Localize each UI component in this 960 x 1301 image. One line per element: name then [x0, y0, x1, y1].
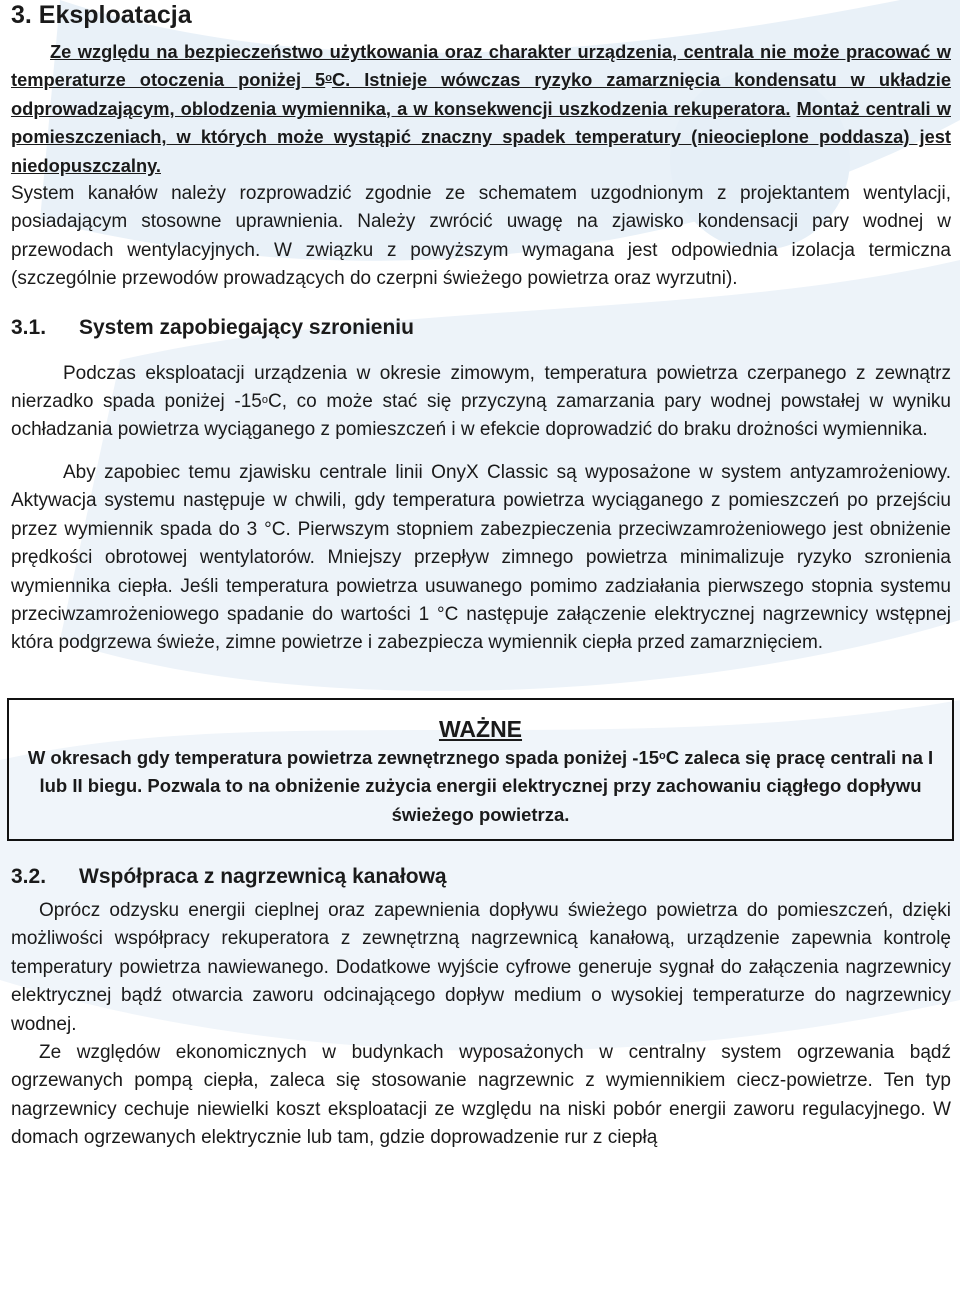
warning-text-part-c: Montaż centrali w pomieszczeniach, w których może wystąpić znaczny spadek temperatury (nieocieplone poddasza) jest niedopuszczalny. [11, 97, 951, 176]
section-3-warning-paragraph [11, 38, 951, 180]
section-3-2-heading [11, 863, 951, 891]
notice-text-part-b: C zaleca się pracę centrali na I lub II biegu. Pozwala to na obniżenie zużycia energii elektrycznej przy zachowaniu ciągłego dopływu świeżego powietrza. [39, 746, 934, 825]
frost-text-part-b: C, co może stać się przyczyną zamarzania pary wodnej powstałej w wyniku ochładzania powietrza wyciąganego z pomieszczeń i w efekcie doprowadzić do braku drożności wymiennika. [11, 391, 951, 441]
warning-text-part-b: C. Istnieje wówczas ryzyko zamarznięcia kondensatu w układzie odprowadzającym, oblodzenia wymiennika, a w konsekwencji uszkodzenia rekuperatora. [11, 69, 952, 119]
section-3-2-number: 3.2. [11, 864, 47, 888]
frost-text-part-a: Podczas eksploatacji urządzenia w okresie zimowym, temperatura powietrza czerpanego z zewnątrz nierzadko spada poniżej -15 [11, 362, 951, 413]
section-3-2-title: Współpraca z nagrzewnicą kanałową [79, 864, 447, 888]
section-3-duct-paragraph: System kanałów należy rozprowadzić zgodnie ze schematem uzgodnionym z projektantem wentylacji, posiadającym stosowne uprawnienia. Należy zwrócić uwagę na zjawisko kondensacji pary wodnej w przewodach wentylacyjnych. W związku z powyższym wymagana jest odpowiednia izolacja termiczna (szczególnie przewodów prowadzących do czerpni świeżego powietrza oraz wyrzutni). [11, 183, 951, 290]
notice-text-part-a: W okresach gdy temperatura powietrza zewnętrznego spada poniżej -15 [27, 746, 660, 768]
section-3-2-paragraph-2: Ze względów ekonomicznych w budynkach wyposażonych w centralny system ogrzewania bądź ogrzewanych pompą ciepła, zaleca się stosowanie nagrzewnic z wymiennikiem ciecz-powietrze. Ten typ nagrzewnicy cechuje niewielki koszt eksploatacji ze względu na niski pobór energii zaworu regulacyjnego. W domach ogrzewanych elektrycznie lub tam, gdzie doprowadzenie rur z ciepłą [11, 1041, 951, 1149]
section-3-heading: 3. Eksploatacja [11, 1, 192, 29]
degree-sup: o [325, 72, 332, 85]
important-notice-box [7, 698, 954, 841]
section-3-1-heading [11, 314, 951, 342]
section-3-1-paragraph-2: Aby zapobiec temu zjawisku centrale linii OnyX Classic są wyposażone w system antyzamrożeniowy. Aktywacja systemu następuje w chwili, gdy temperatura powietrza wyciąganego z pomieszczeń po przejściu przez wymiennik spada do 3 °C. Pierwszym stopniem zabezpieczenia przeciwzamrożeniowego jest obniżenie prędkości obrotowej wentylatorów. Mniejszy przepływ zimnego powietrza minimalizuje ryzyko szronienia wymiennika ciepła. Jeśli temperatura powietrza usuwanego pomimo zadziałania pierwszego stopnia systemu przeciwzamrożeniowego spadanie do wartości 1 °C następuje załączenie elektrycznej nagrzewnicy wstępnej która podgrzewa świeże, zimne powietrze i zabezpiecza wymiennik ciepła przed zamarznięciem. [11, 461, 951, 654]
important-notice-title: WAŻNE [438, 715, 523, 742]
degree-sup: o [261, 394, 268, 407]
degree-sup: o [659, 749, 666, 762]
section-3-1-paragraph-1 [11, 360, 951, 445]
warning-text-part-a: Ze względu na bezpieczeństwo użytkowania oraz charakter urządzenia, centrala nie może pracować w temperaturze otoczenia poniżej 5 [11, 41, 951, 91]
section-3-1-title: System zapobiegający szronieniu [79, 315, 414, 339]
important-notice-text [19, 744, 942, 829]
section-3-2-paragraph-1: Oprócz odzysku energii cieplnej oraz zapewnienia dopływu świeżego powietrza do pomieszczeń, dzięki możliwości współpracy rekuperatora z zewnętrzną nagrzewnicą kanałową, urządzenie zapewnia kontrolę temperatury powietrza nawiewanego. Dodatkowe wyjście cyfrowe generuje sygnał do załączenia nagrzewnicy elektrycznej bądź otwarcia zaworu odcinającego dopływ medium o wysokiej temperaturze do nagrzewnicy wodnej. [11, 899, 951, 1035]
section-3-1-number: 3.1. [11, 315, 47, 339]
